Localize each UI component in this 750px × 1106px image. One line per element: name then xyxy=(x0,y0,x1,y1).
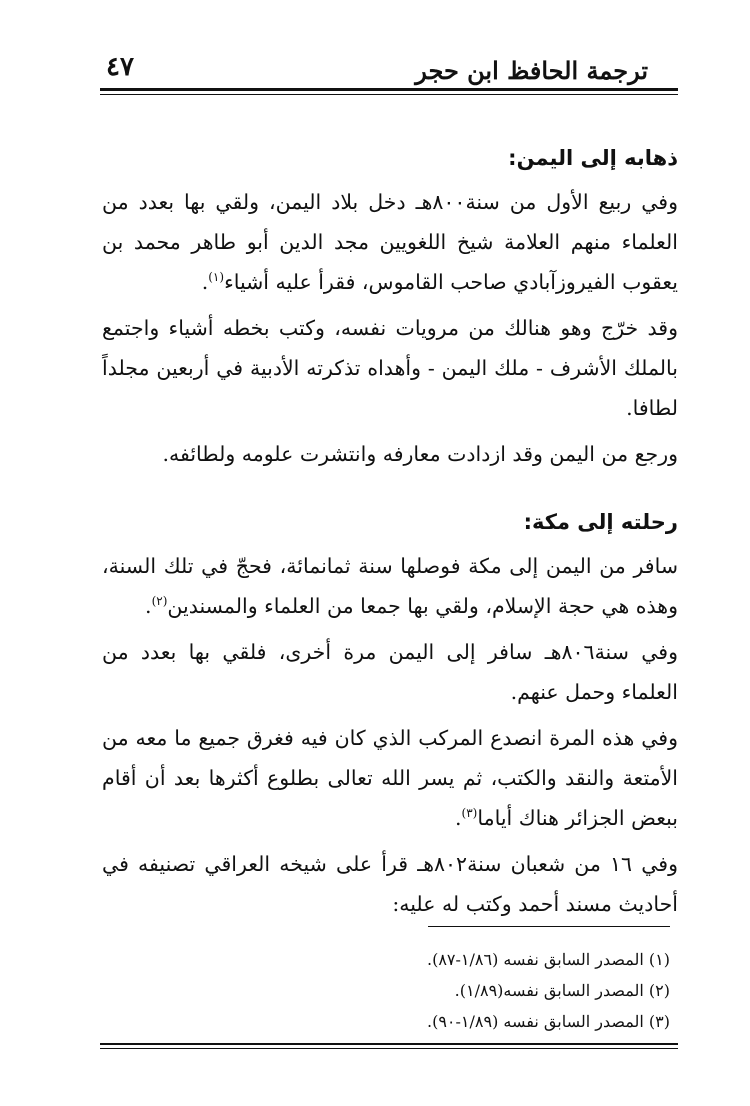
paragraph-text: ورجع من اليمن وقد ازدادت معارفه وانتشرت علومه ولطائفه. xyxy=(162,442,678,466)
paragraph-text: وفي ربيع الأول من سنة٨٠٠هـ دخل بلاد اليمن، ولقي بها بعدد من العلماء منهم العلامة شيخ اللغويين مجد الدين أبو طاهر محمد بن يعقوب الفيروزآبادي صاحب القاموس، فقرأ عليه أشياء xyxy=(102,190,678,294)
body-text xyxy=(102,138,678,924)
section-heading-mecca: رحلته إلى مكة: xyxy=(523,510,678,534)
footnote: (٣) المصدر السابق نفسه (١/٨٩-٩٠). xyxy=(427,1012,670,1031)
footer-rule-thin xyxy=(100,1048,678,1049)
paragraph xyxy=(102,546,678,626)
footer-rule xyxy=(100,1043,678,1045)
paragraph-end: . xyxy=(201,270,209,294)
footnote: (١) المصدر السابق نفسه (١/٨٦-٨٧). xyxy=(427,950,670,969)
paragraph xyxy=(102,632,678,712)
paragraph xyxy=(102,434,678,474)
running-title: ترجمة الحافظ ابن حجر xyxy=(415,56,648,85)
paragraph-end: . xyxy=(454,806,462,830)
header-rule-thin xyxy=(100,94,678,95)
paragraph-text: سافر من اليمن إلى مكة فوصلها سنة ثمانمائة، فحجّ في تلك السنة، وهذه هي حجة الإسلام، ولقي بها جمعا من العلماء والمسندين xyxy=(102,554,678,618)
paragraph-text: وفي هذه المرة انصدع المركب الذي كان فيه فغرق جميع ما معه من الأمتعة والنقد والكتب، ثم يسر الله تعالى بطلوع أكثرها بعد أن أقام ببعض الجزائر هناك أياما xyxy=(102,726,678,830)
paragraph-text: وقد خرّج وهو هنالك من مرويات نفسه، وكتب بخطه أشياء واجتمع بالملك الأشرف - ملك اليمن - وأهداه تذكرته الأدبية في أربعين مجلداً لطافا. xyxy=(102,316,678,420)
paragraph xyxy=(102,844,678,924)
section-heading-yemen: ذهابه إلى اليمن: xyxy=(508,146,678,170)
footnotes xyxy=(427,944,670,1037)
paragraph-text: وفي سنة٨٠٦هـ سافر إلى اليمن مرة أخرى، فلقي بها بعدد من العلماء وحمل عنهم. xyxy=(102,640,678,704)
footnote-reference: (٣) xyxy=(461,806,478,821)
paragraph xyxy=(102,718,678,838)
header-rule xyxy=(100,88,678,91)
page-number: ٤٧ xyxy=(106,52,134,82)
paragraph xyxy=(102,182,678,302)
footnote-reference: (٢) xyxy=(151,594,168,609)
footnote-separator xyxy=(428,926,670,927)
footnote: (٢) المصدر السابق نفسه(١/٨٩). xyxy=(454,981,670,1000)
paragraph-end: . xyxy=(145,594,152,618)
paragraph-text: وفي ١٦ من شعبان سنة٨٠٢هـ قرأ على شيخه العراقي تصنيفه في أحاديث مسند أحمد وكتب له عليه: xyxy=(102,852,678,916)
paragraph xyxy=(102,308,678,428)
footnote-reference: (١) xyxy=(208,270,225,285)
